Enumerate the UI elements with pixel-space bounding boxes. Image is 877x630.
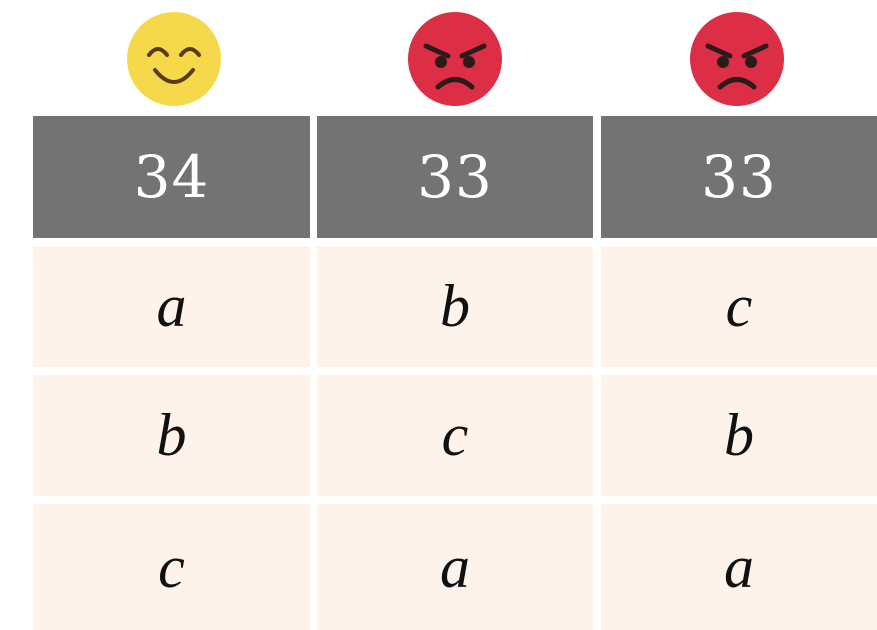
voter-count: 33 xyxy=(317,116,593,238)
ranking-cell: b xyxy=(601,375,877,496)
voter-count: 34 xyxy=(33,116,310,238)
smiling-face-icon xyxy=(127,12,221,106)
ranking-cell: b xyxy=(33,375,310,496)
ranking-cell: a xyxy=(33,246,310,367)
ranking-cell: c xyxy=(317,375,593,496)
angry-face-icon xyxy=(690,12,784,106)
ranking-cell: a xyxy=(317,504,593,630)
angry-face-icon xyxy=(408,12,502,106)
ranking-cell: a xyxy=(601,504,877,630)
ranking-cell: b xyxy=(317,246,593,367)
ranking-cell: c xyxy=(33,504,310,630)
voter-count: 33 xyxy=(601,116,877,238)
ranking-cell: c xyxy=(601,246,877,367)
